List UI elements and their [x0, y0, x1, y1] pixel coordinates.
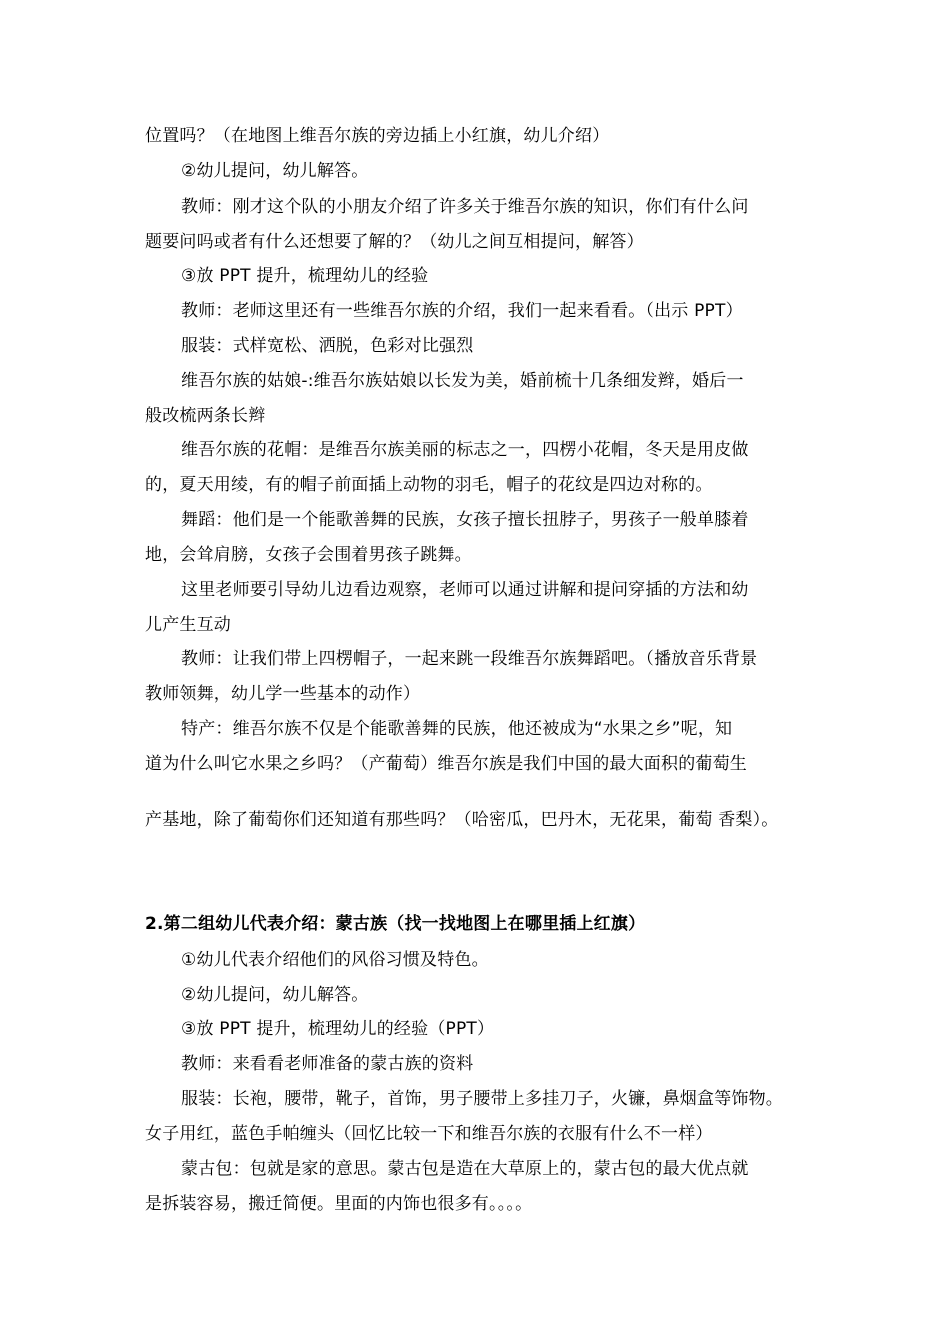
text-line: ③放 PPT 提升，梳理幼儿的经验（PPT）	[181, 1019, 495, 1039]
text-line: 道为什么叫它水果之乡吗？（产葡萄）维吾尔族是我们中国的最大面积的葡萄生	[145, 754, 747, 774]
text-line: 蒙古包：包就是家的意思。蒙古包是造在大草原上的，蒙古包的最大优点就	[181, 1159, 749, 1179]
text-line: 教师：让我们带上四楞帽子，一起来跳一段维吾尔族舞蹈吧。（播放音乐背景	[181, 649, 758, 669]
text-line: 教师领舞，幼儿学一些基本的动作）	[145, 684, 421, 704]
text-line: 地，会耸肩膀，女孩子会围着男孩子跳舞。	[145, 545, 472, 565]
text-line: 位置吗？（在地图上维吾尔族的旁边插上小红旗，幼儿介绍）	[145, 126, 610, 146]
text-line: 服装：长袍，腰带，靴子，首饰，男子腰带上多挂刀子，火镰，鼻烟盒等饰物。	[181, 1089, 783, 1109]
text-line: 教师：老师这里还有一些维吾尔族的介绍，我们一起来看看。（出示 PPT）	[181, 301, 743, 321]
text-line: 舞蹈：他们是一个能歌善舞的民族，女孩子擅长扭脖子，男孩子一般单膝着	[181, 510, 749, 530]
text-line: 是拆装容易，搬迁简便。里面的内饰也很多有。。。。	[145, 1194, 533, 1214]
text-line: 这里老师要引导幼儿边看边观察，老师可以通过讲解和提问穿插的方法和幼	[181, 580, 749, 600]
text-line: 教师：刚才这个队的小朋友介绍了许多关于维吾尔族的知识，你们有什么问	[181, 197, 749, 217]
text-line: ②幼儿提问，幼儿解答。	[181, 985, 369, 1005]
text-line: 的，夏天用绫，有的帽子前面插上动物的羽毛，帽子的花纹是四边对称的。	[145, 475, 713, 495]
text-line: 教师：来看看老师准备的蒙古族的资料	[181, 1054, 474, 1074]
text-line: 产基地，除了葡萄你们还知道有那些吗？（哈密瓜，巴丹木，无花果，葡萄 香梨）。	[145, 810, 779, 830]
text-line: 维吾尔族的姑娘-:维吾尔族姑娘以长发为美，婚前梳十几条细发辫，婚后一	[181, 371, 744, 391]
text-line: ②幼儿提问，幼儿解答。	[181, 161, 369, 181]
section-heading: 2.第二组幼儿代表介绍：蒙古族（找一找地图上在哪里插上红旗）	[145, 914, 646, 934]
text-line: ③放 PPT 提升，梳理幼儿的经验	[181, 266, 429, 286]
text-line: 题要问吗或者有什么还想要了解的？（幼儿之间互相提问，解答）	[145, 232, 644, 252]
text-line: 服装：式样宽松、洒脱，色彩对比强烈	[181, 336, 474, 356]
text-line: 般改梳两条长辫	[145, 406, 266, 426]
text-line: 女子用红，蓝色手帕缠头（回忆比较一下和维吾尔族的衣服有什么不一样）	[145, 1124, 713, 1144]
text-line: 特产：维吾尔族不仅是个能歌善舞的民族，他还被成为“水果之乡”呢，知	[181, 719, 733, 739]
text-line: 维吾尔族的花帽：是维吾尔族美丽的标志之一，四楞小花帽，冬天是用皮做	[181, 440, 749, 460]
text-line: 儿产生互动	[145, 615, 231, 635]
text-line: ①幼儿代表介绍他们的风俗习惯及特色。	[181, 950, 489, 970]
